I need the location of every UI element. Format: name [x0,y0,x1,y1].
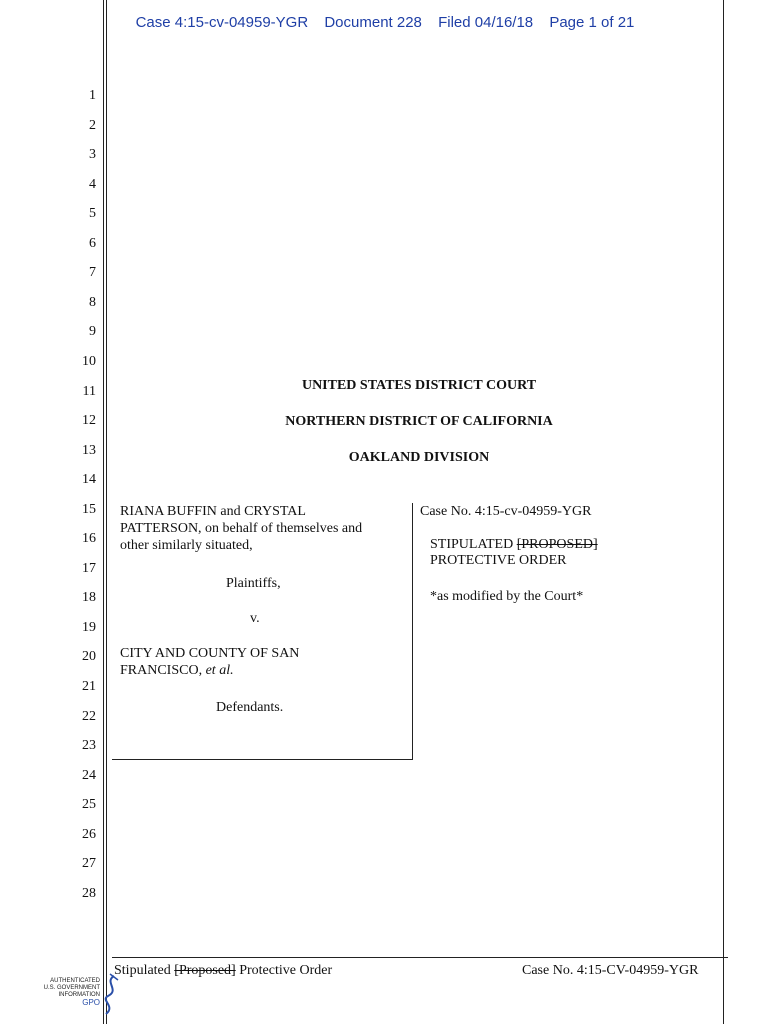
line-number: 21 [82,679,96,694]
line-number: 15 [82,501,96,517]
document-title-line-1 [430,537,598,553]
court-name: UNITED STATES DISTRICT COURT [301,378,537,393]
line-number: 13 [82,442,96,458]
document-title-line-2: PROTECTIVE ORDER [430,553,567,568]
court-district: NORTHERN DISTRICT OF CALIFORNIA [285,414,553,429]
filing-stamp [0,14,770,31]
plaintiffs-line-3: other similarly situated, [120,538,253,553]
left-margin-rule-1 [103,0,104,1024]
stamp-filed-date: Filed 04/16/18 [438,14,534,31]
line-number: 20 [82,649,96,665]
line-number: 10 [82,353,96,369]
footer-stipulated: Stipulated [114,963,171,978]
seal-line-1: AUTHENTICATED [50,978,100,984]
line-number: 11 [82,383,96,399]
footer-rule [112,957,728,958]
plaintiffs-label: Plaintiffs, [226,576,281,591]
gpo-eagle-icon [96,972,126,1018]
caption-divider [412,503,413,760]
versus: v. [250,611,260,626]
line-number: 9 [89,324,96,340]
footer-protective-order: Protective Order [239,963,333,978]
footer-proposed-struck: [Proposed] [174,963,236,978]
line-number: 6 [89,235,96,251]
line-number: 25 [82,797,96,813]
caption-bottom-rule [112,759,413,760]
footer-case-number: Case No. 4:15-CV-04959-YGR [522,963,699,978]
line-number: 12 [82,413,96,429]
plaintiffs-line-1: RIANA BUFFIN and CRYSTAL [120,504,306,519]
line-number: 17 [82,560,96,576]
line-number: 4 [89,176,96,192]
stamp-case-number: Case 4:15-cv-04959-YGR [135,14,309,31]
gpo-authentication-seal [40,972,126,1018]
defendants-line-2 [120,663,234,679]
line-number: 7 [89,265,96,281]
title-stipulated: STIPULATED [430,537,514,552]
court-division: OAKLAND DIVISION [348,450,490,465]
line-number: 8 [89,294,96,310]
defendants-name: FRANCISCO, [120,663,203,678]
defendants-label: Defendants. [216,700,284,715]
seal-brand: GPO [82,998,100,1007]
title-proposed-struck: [PROPOSED] [516,537,598,552]
line-number: 5 [89,206,96,222]
defendants-et-al: et al. [205,663,234,678]
line-number: 16 [82,531,96,547]
footer-title [114,963,332,979]
line-number: 18 [82,590,96,606]
line-number: 27 [82,856,96,872]
line-number: 24 [82,767,96,783]
line-number: 2 [89,117,96,133]
right-margin-rule [723,0,724,1024]
case-number: Case No. 4:15-cv-04959-YGR [420,504,592,519]
line-number: 22 [82,708,96,724]
stamp-page: Page 1 of 21 [549,14,635,31]
line-number: 23 [82,738,96,754]
plaintiffs-line-2: PATTERSON, on behalf of themselves and [120,521,363,536]
line-number: 3 [89,147,96,163]
line-number: 14 [82,472,96,488]
line-number: 26 [82,826,96,842]
line-number: 1 [89,88,96,103]
defendants-line-1: CITY AND COUNTY OF SAN [120,646,300,661]
left-margin-rule-2 [106,0,107,1024]
seal-line-2: U.S. GOVERNMENT [43,985,100,991]
seal-line-3: INFORMATION [58,992,100,998]
line-number: 19 [82,619,96,635]
line-number: 28 [82,885,96,901]
modified-note: *as modified by the Court* [430,589,584,604]
stamp-document: Document 228 [324,14,422,31]
